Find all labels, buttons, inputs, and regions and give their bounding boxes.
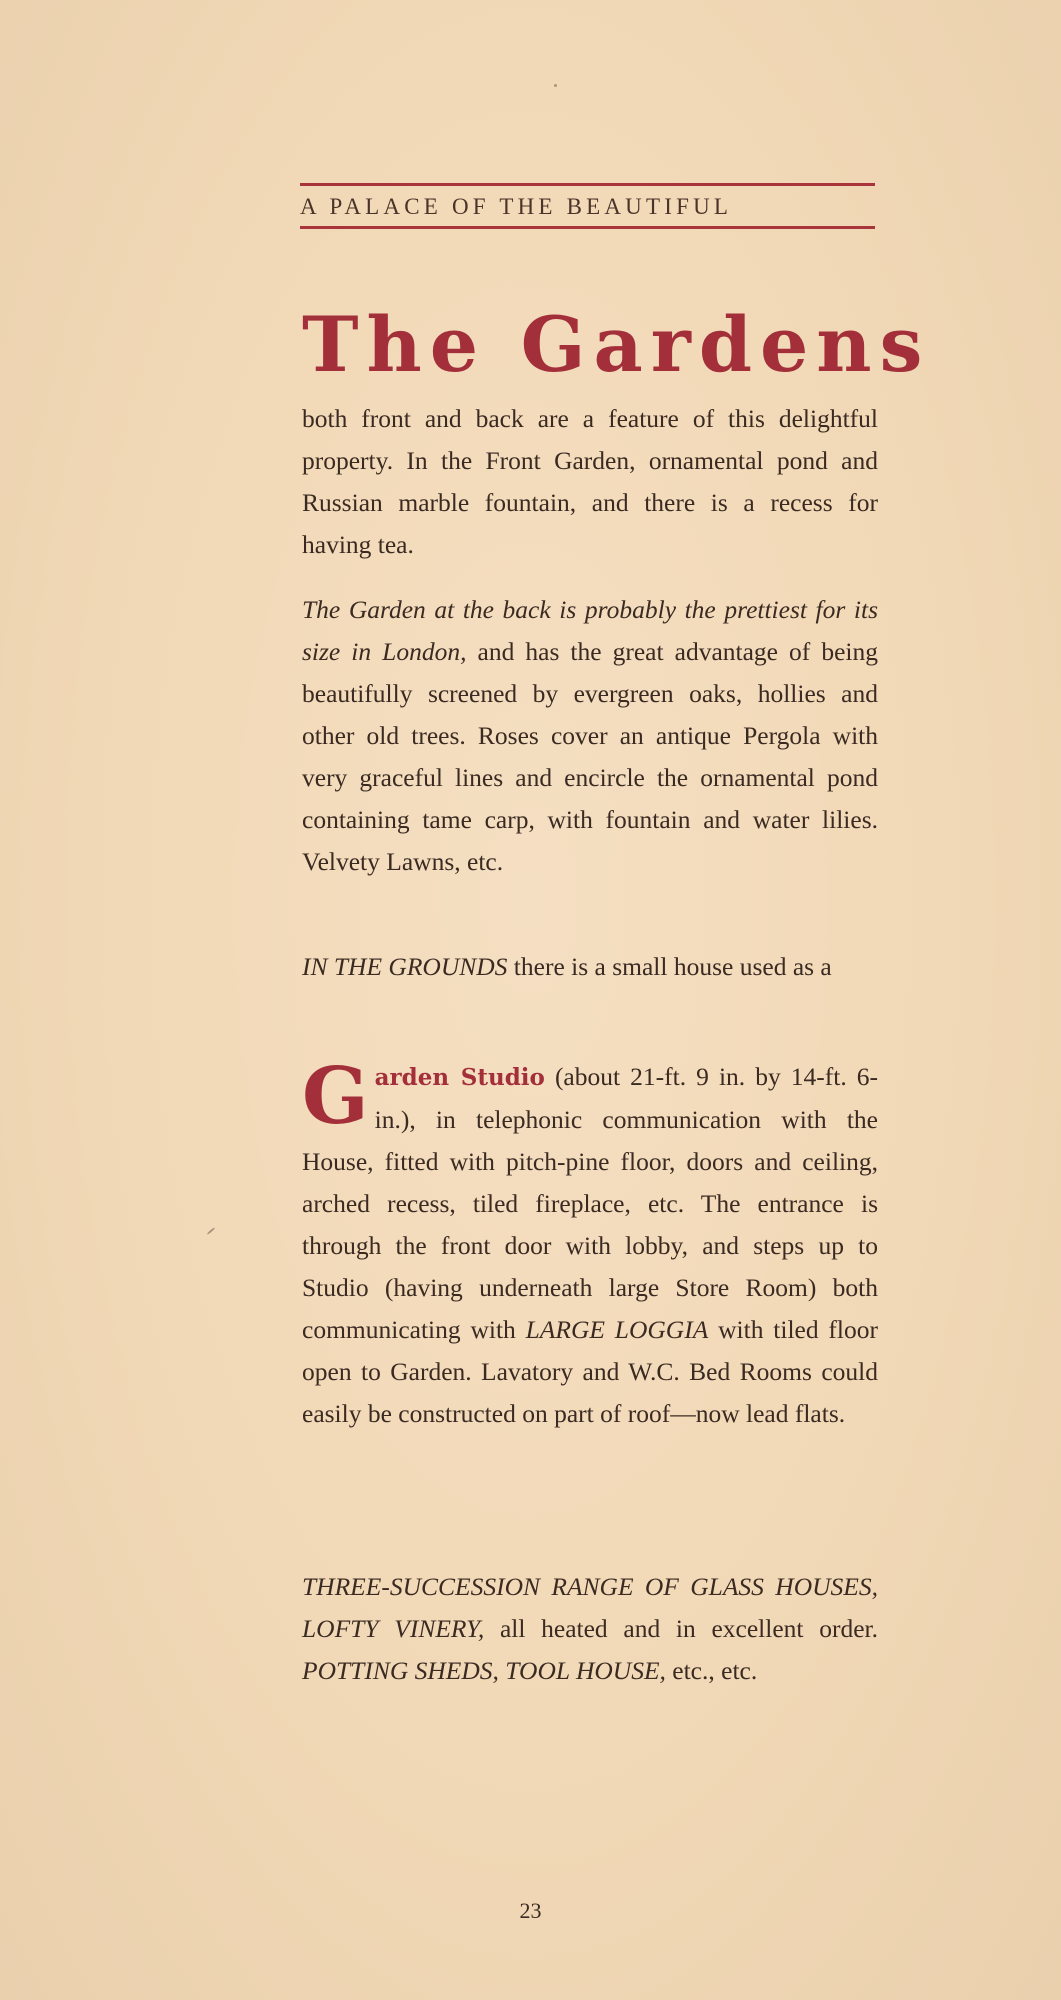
paper-speck	[554, 84, 557, 87]
paper-speck	[207, 1227, 216, 1235]
drop-cap: G	[302, 1051, 369, 1142]
section-lead: arden Studio	[374, 1064, 545, 1091]
paragraph-text: there is a small house used as a	[507, 952, 832, 981]
paragraph-text: both front and back are a feature of this delightful property. In the Front Garden, ornamental pond and Russian marble fountain, and there is a recess for having tea.	[302, 404, 878, 559]
italic-term-2: POTTING SHEDS, TOOL HOUSE,	[302, 1656, 666, 1685]
running-head-text: A PALACE OF THE BEAUTIFUL	[300, 194, 733, 219]
page-title: The Gardens	[302, 300, 931, 389]
italic-lead: IN THE GROUNDS	[302, 952, 508, 981]
paragraph-grounds	[302, 946, 878, 988]
paragraph-back-garden	[302, 589, 878, 883]
paragraph-text-end: with tiled floor open to Garden. Lavatory and W.C. Bed Rooms could easily be constructed on part of roof—now lead flats.	[302, 1315, 878, 1428]
italic-lead: The Garden at the back is probably the prettiest for its size in London,	[302, 595, 878, 666]
paragraph-text-end: etc., etc.	[665, 1656, 758, 1685]
paragraph-text: (about 21-ft. 9 in. by 14-ft. 6-in.), in telephonic communication with the House, fitted with pitch-pine floor, doors and ceiling, arched recess, tiled fireplace, etc. The entrance is through the front door with lobby, and steps up to Studio (having underneath large Store Room) both communicating with	[302, 1062, 878, 1344]
paragraph-glass-houses	[302, 1566, 878, 1692]
page-number: 23	[519, 1898, 542, 1923]
header-rule-bottom	[300, 226, 875, 229]
paragraph-text: and has the great advantage of being beautifully screened by evergreen oaks, hollies and other old trees. Roses cover an antique Pergola with very graceful lines and encircle the ornamental pond containing tame carp, with fountain and water lilies. Velvety Lawns, etc.	[302, 637, 878, 876]
running-header	[300, 183, 875, 229]
paragraph-garden-studio	[302, 1051, 878, 1435]
paragraph-text: all heated and in excellent order.	[484, 1614, 878, 1643]
italic-term: LARGE LOGGIA	[525, 1315, 709, 1344]
paragraph-front-garden	[302, 398, 878, 566]
header-rule-top	[300, 183, 875, 186]
italic-term: THREE-SUCCESSION RANGE OF GLASS HOUSES, LOFTY VINERY,	[302, 1572, 878, 1643]
